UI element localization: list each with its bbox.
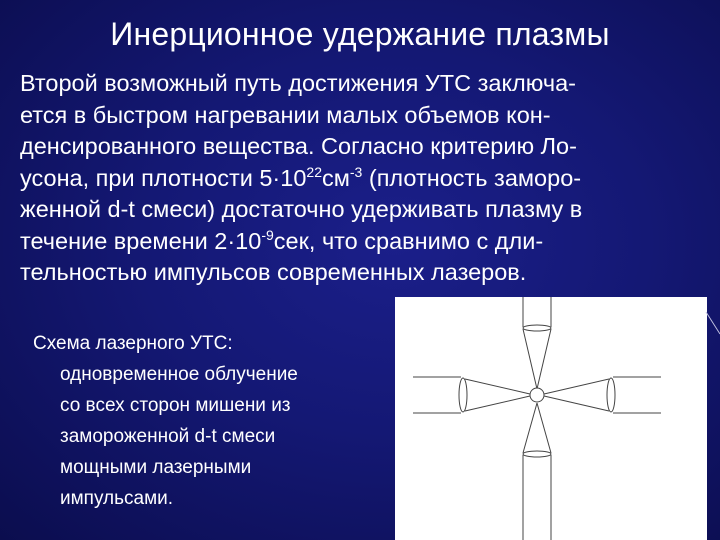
paragraph-line (20, 163, 706, 195)
paragraph-line (20, 194, 706, 226)
top-beam-lens (523, 325, 551, 331)
paragraph-line (20, 131, 706, 163)
bottom-beam-cone-left (523, 403, 537, 453)
unit-exponent: -3 (349, 163, 363, 180)
paragraph-text: Второй возможный путь достижения УТС заключа- (20, 70, 576, 96)
paragraph-text: ется в быстром нагревании малых объемов кон- (20, 101, 551, 128)
top-beam-cone-left (523, 329, 537, 389)
caption-line: мощными лазерными (60, 457, 252, 478)
top-beam-cone-right (537, 329, 551, 389)
paragraph-text: тельностью импульсов современных лазеров. (20, 259, 527, 285)
right-beam-cone-bottom (544, 396, 609, 411)
right-beam-lens (607, 378, 615, 412)
paragraph-text: см (321, 164, 350, 191)
left-beam-lens (459, 378, 467, 412)
paragraph-text: сек, что сравнимо с дли- (273, 227, 544, 254)
bottom-beam-cone-right (537, 403, 551, 453)
caption-line: со всех сторон мишени из (60, 395, 291, 416)
diagram-caption (33, 328, 383, 514)
caption-line: замороженной d-t смеси (60, 426, 276, 447)
caption-line: одновременное облучение (60, 364, 298, 385)
paragraph-text: денсированного вещества. Согласно критерию Ло- (20, 133, 577, 159)
paragraph-line (20, 100, 706, 132)
paragraph-text: женной d-t смеси) достаточно удерживать плазму в (20, 196, 583, 222)
paragraph-line (20, 226, 706, 258)
laser-beams-svg (395, 297, 707, 540)
density-exponent: 22 (306, 163, 322, 180)
slide-title: Инерционное удержание плазмы (110, 16, 610, 52)
paragraph-text: течение времени 2·10 (20, 227, 262, 254)
main-paragraph (20, 68, 706, 289)
corner-line (706, 312, 720, 334)
target-pellet (530, 388, 544, 402)
paragraph-text: (плотность заморо- (362, 164, 582, 191)
bottom-beam-lens (523, 451, 551, 457)
caption-heading: Схема лазерного УТС: (33, 333, 233, 354)
paragraph-text: усона, при плотности 5·10 (20, 164, 307, 191)
time-exponent: -9 (261, 226, 274, 243)
laser-fusion-diagram (395, 297, 707, 540)
paragraph-line (20, 68, 706, 100)
right-beam-cone-top (544, 379, 609, 394)
paragraph-line (20, 257, 706, 289)
left-beam-cone-top (465, 379, 530, 394)
left-beam-cone-bottom (465, 396, 530, 411)
decorative-corner-line (700, 300, 720, 340)
caption-line: импульсами. (60, 488, 174, 509)
